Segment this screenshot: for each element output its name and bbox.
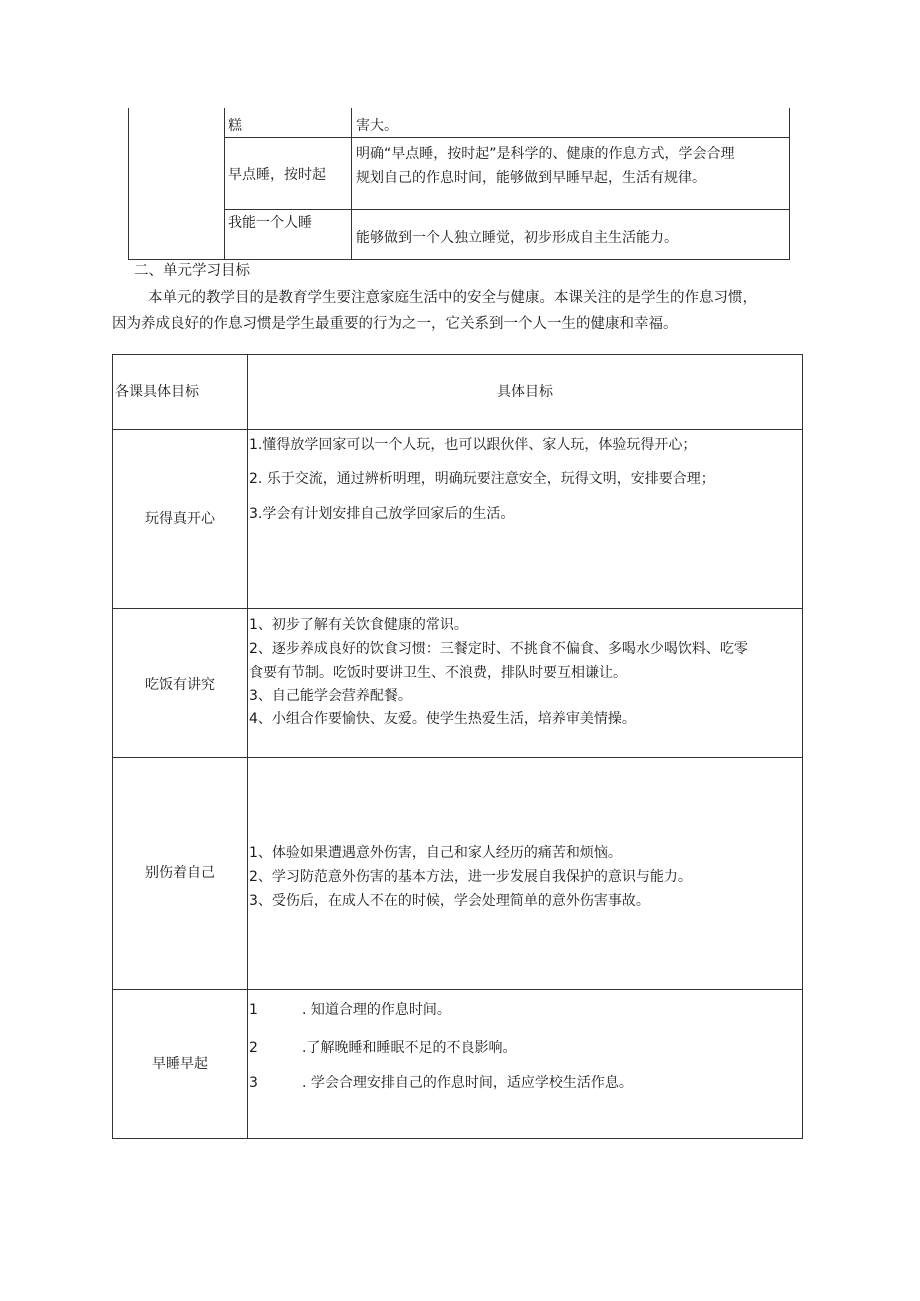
goals-table-line-2 <box>112 757 803 758</box>
section-paragraph-line-2: 因为养成良好的作息习惯是学生最重要的行为之一，它关系到一个人一生的健康和幸福。 <box>112 316 678 332</box>
header-goals: 具体目标 <box>497 384 553 400</box>
goals-table-line-1 <box>112 608 803 609</box>
lesson-4-item-1: . 知道合理的作息时间。 <box>302 1002 451 1018</box>
lesson-2-item-3: 3、自己能学会营养配餐。 <box>249 688 412 704</box>
top-row-2-desc-line-2: 规划自己的作息时间，能够做到早睡早起，生活有规律。 <box>356 170 706 186</box>
header-lessons: 各课具体目标 <box>115 384 199 400</box>
goals-table-border-right <box>802 354 803 1139</box>
lesson-4-num-1: 1 <box>249 1002 258 1018</box>
lesson-2-item-2-cont: 食要有节制。吃饭时要讲卫生、不浪费，排队时要互相谦让。 <box>249 665 627 681</box>
lesson-4-item-3: . 学会合理安排自己的作息时间，适应学校生活作息。 <box>302 1075 633 1091</box>
goals-table-line-header <box>112 429 803 430</box>
goals-table-top-line <box>112 354 803 355</box>
top-table-border-left <box>128 108 129 260</box>
lesson-4-title: 早睡早起 <box>152 1056 208 1072</box>
lesson-3-title: 别伤着自己 <box>145 865 215 881</box>
top-row-1-desc: 害大。 <box>356 118 398 134</box>
top-row-2-title: 早点睡，按时起 <box>228 167 326 183</box>
lesson-1-title: 玩得真开心 <box>145 511 215 527</box>
goals-table-border-left <box>112 354 113 1139</box>
top-row-3-desc: 能够做到一个人独立睡觉，初步形成自主生活能力。 <box>356 230 678 246</box>
lesson-4-num-3: 3 <box>249 1075 258 1091</box>
lesson-1-item-3: 3.学会有计划安排自己放学回家后的生活。 <box>249 506 515 522</box>
lesson-1-item-2: 2. 乐于交流，通过辨析明理，明确玩要注意安全，玩得文明，安排要合理； <box>249 471 715 487</box>
section-paragraph-line-1: 本单元的教学目的是教育学生要注意家庭生活中的安全与健康。本课关注的是学生的作息习惯， <box>148 290 757 306</box>
lesson-1-item-1: 1.懂得放学回家可以一个人玩，也可以跟伙伴、家人玩，体验玩得开心； <box>249 437 697 453</box>
top-row-3-title: 我能一个人睡 <box>228 215 312 231</box>
top-row-2-desc-line-1: 明确“早点睡，按时起”是科学的、健康的作息方式，学会合理 <box>356 146 735 162</box>
lesson-2-item-2: 2、逐步养成良好的饮食习惯：三餐定时、不挑食不偏食、多喝水少喝饮料、吃零 <box>249 641 748 657</box>
lesson-3-item-3: 3、受伤后，在成人不在的时候，学会处理简单的意外伤害事故。 <box>249 893 650 909</box>
lesson-2-item-1: 1、初步了解有关饮食健康的常识。 <box>249 617 468 633</box>
lesson-3-item-1: 1、体验如果遭遇意外伤害，自己和家人经历的痛苦和烦恼。 <box>249 845 622 861</box>
lesson-3-item-2: 2、学习防范意外伤害的基本方法，进一步发展自我保护的意识与能力。 <box>249 869 692 885</box>
top-row-1-title: 糕 <box>228 118 242 134</box>
goals-table-divider <box>247 354 248 1139</box>
lesson-4-item-2: .了解晚睡和睡眠不足的不良影响。 <box>302 1040 517 1056</box>
top-table-row-line-2 <box>224 209 790 210</box>
top-table-row-line-1 <box>224 137 790 138</box>
top-table-border-right <box>789 108 790 260</box>
top-table-divider-1 <box>224 108 225 260</box>
section-heading: 二、单元学习目标 <box>134 263 250 279</box>
goals-table-bottom-line <box>112 1138 803 1139</box>
top-table-divider-2 <box>351 108 352 260</box>
goals-table-line-3 <box>112 989 803 990</box>
lesson-2-item-4: 4、小组合作要愉快、友爱。使学生热爱生活，培养审美情操。 <box>249 711 636 727</box>
lesson-2-title: 吃饭有讲究 <box>145 677 215 693</box>
lesson-4-num-2: 2 <box>249 1040 258 1056</box>
